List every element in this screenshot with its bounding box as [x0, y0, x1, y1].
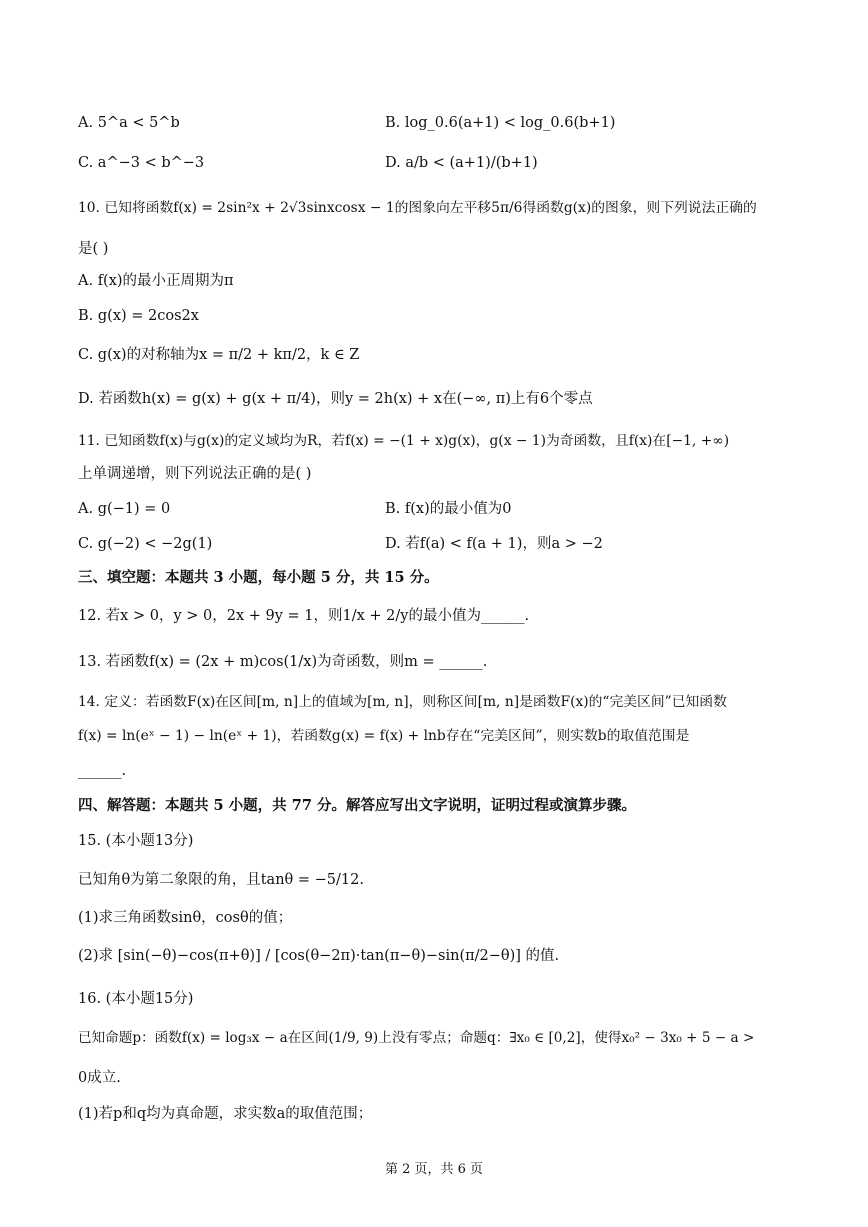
q16-header: 16. (本小题15分)	[78, 991, 194, 1007]
q11-option-b: B. f(x)的最小值为0	[385, 501, 512, 517]
q9-option-a: A. 5^a < 5^b	[78, 115, 180, 131]
q15-stem: 已知角θ为第二象限的角，且tanθ = −5/12.	[78, 872, 364, 888]
q10-stem-line2: 是( )	[78, 241, 109, 257]
q14-line1: 14. 定义：若函数F(x)在区间[m, n]上的值域为[m, n]，则称区间[m, n]是函数F(x)的“完美区间”已知函数	[78, 694, 727, 710]
section-3-heading: 三、填空题：本题共 3 小题，每小题 5 分，共 15 分。	[78, 569, 439, 586]
q16-stem-line1: 已知命题p：函数f(x) = log₃x − a在区间(1/9, 9)上没有零点；命题q：∃x₀ ∈ [0,2]，使得x₀² − 3x₀ + 5 − a >	[78, 1030, 755, 1046]
q9-option-b: B. log_0.6(a+1) < log_0.6(b+1)	[385, 115, 616, 131]
q15-part2: (2)求 [sin(−θ)−cos(π+θ)] / [cos(θ−2π)·tan(π−θ)−sin(π/2−θ)] 的值.	[78, 948, 560, 964]
q15-header: 15. (本小题13分)	[78, 833, 194, 849]
q11-option-d: D. 若f(a) < f(a + 1)，则a > −2	[385, 536, 603, 552]
q15-part1: (1)求三角函数sinθ，cosθ的值；	[78, 910, 293, 926]
q10-option-a: A. f(x)的最小正周期为π	[78, 273, 234, 289]
q9-option-d: D. a/b < (a+1)/(b+1)	[385, 155, 538, 171]
q14-line3: ______.	[78, 763, 127, 779]
q11-option-c: C. g(−2) < −2g(1)	[78, 536, 213, 552]
q11-stem-line2: 上单调递增，则下列说法正确的是( )	[78, 466, 312, 482]
q14-line2: f(x) = ln(eˣ − 1) − ln(eˣ + 1)，若函数g(x) = f(x) + lnb存在“完美区间”，则实数b的取值范围是	[78, 728, 690, 744]
q10-option-c: C. g(x)的对称轴为x = π/2 + kπ/2，k ∈ Z	[78, 347, 360, 363]
q11-option-a: A. g(−1) = 0	[78, 501, 171, 517]
q16-part1: (1)若p和q均为真命题，求实数a的取值范围；	[78, 1106, 373, 1122]
q11-stem-line1: 11. 已知函数f(x)与g(x)的定义域均为R，若f(x) = −(1 + x)g(x)，g(x − 1)为奇函数，且f(x)在[−1, +∞)	[78, 433, 730, 449]
q10-stem-line1: 10. 已知将函数f(x) = 2sin²x + 2√3sinxcosx − 1的图象向左平移5π/6得函数g(x)的图象，则下列说法正确的	[78, 200, 757, 216]
page-footer: 第 2 页，共 6 页	[384, 1162, 484, 1177]
q16-stem-line2: 0成立.	[78, 1070, 121, 1086]
q13: 13. 若函数f(x) = (2x + m)cos(1/x)为奇函数，则m = ______.	[78, 654, 488, 670]
q9-option-c: C. a^−3 < b^−3	[78, 155, 205, 171]
q12: 12. 若x > 0，y > 0，2x + 9y = 1，则1/x + 2/y的最小值为______.	[78, 608, 530, 624]
q10-option-b: B. g(x) = 2cos2x	[78, 308, 199, 324]
q10-option-d: D. 若函数h(x) = g(x) + g(x + π/4)，则y = 2h(x) + x在(−∞, π)上有6个零点	[78, 391, 593, 407]
section-4-heading: 四、解答题：本题共 5 小题，共 77 分。解答应写出文字说明，证明过程或演算步骤。	[78, 797, 636, 814]
